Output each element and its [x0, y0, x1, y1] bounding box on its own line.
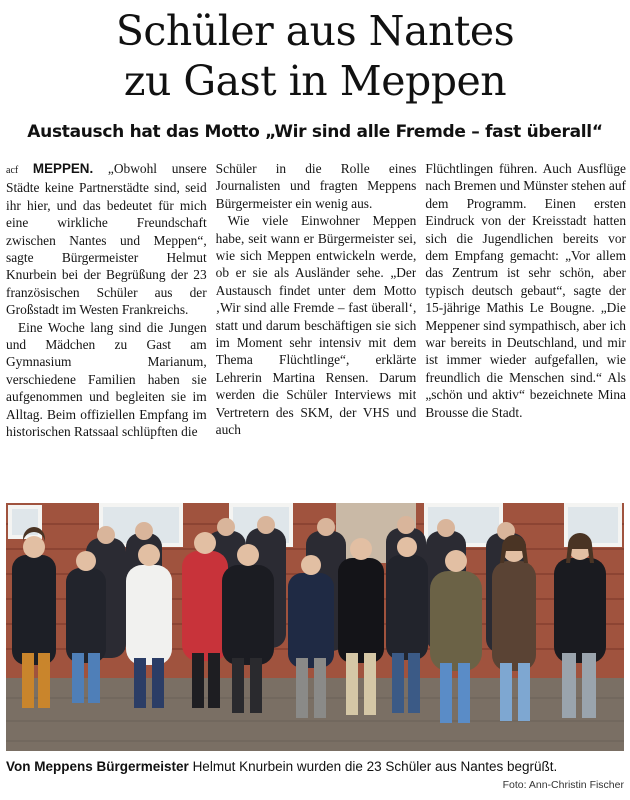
- body-paragraph: [6, 160, 207, 319]
- caption-text: Helmut Knurbein wurden die 23 Schüler aus Nantes begrüßt.: [192, 759, 558, 774]
- caption-lead: Von Meppens Bürgermeister: [6, 759, 189, 774]
- photo-caption: [6, 758, 626, 775]
- body-paragraph: Flüchtlingen führen. Auch Ausflüge nach Bremen und Münster stehen auf dem Programm. Einen ersten Eindruck von der Kreisstadt hatten sich die Jugendlichen bereits vor dem Empfang gemacht: „Vor allem das Zentrum ist sehr schön, aber typisch deutsch gebaut“, sagte der 15-jährige Mathis Le Bougne. „Die Meppener sind sympathisch, aber ich war bereits in Deutschland, und mir ist immer wieder aufgefallen, wie freundlich die Menschen sind.“ Als „schön und aktiv“ bezeichnete Mina Brousse die Stadt.: [425, 161, 627, 420]
- article-column-2: [216, 160, 417, 490]
- group-photo-illustration: [6, 503, 624, 751]
- body-paragraph: Schüler in die Rolle eines Journalisten und fragten Meppens Bürgermeister ein wenig aus.: [215, 161, 417, 211]
- headline-line-2: zu Gast in Meppen: [123, 57, 507, 105]
- article-subheadline: Austausch hat das Motto „Wir sind alle Fremde – fast überall“: [27, 122, 603, 142]
- article-column-3: [425, 160, 626, 490]
- agency-mark: acf: [6, 165, 19, 176]
- photo-credit: Foto: Ann-Christin Fischer: [502, 779, 624, 791]
- body-paragraph: Wie viele Einwohner Meppen habe, seit wann er Bürgermeister sei, wie sich Meppen entwickeln werde, ob er sie als Ausländer sehe. „Der Austausch findet unter dem Motto ‚Wir sind alle Fremde – fast überall‘, statt und darum beschäftigen sie sich im Moment sehr intensiv mit dem Thema Flüchtlinge“, erklärte Lehrerin Martina Rensen. Darum werden die Schüler Interviews mit Vertretern des SKM, der VHS und auch: [215, 213, 417, 438]
- paragraph-text: „Obwohl unsere Städte keine Partnerstädte sind, seid ihr hier, und das bedeutet für mich eine wirkliche Freundschaft zwischen Nantes und Meppen“, sagte Bürgermeister Helmut Knurbein bei der Begrüßung der 23 französischen Schüler aus der Großstadt im Westen Frankreichs.: [6, 161, 207, 318]
- body-paragraph: Eine Woche lang sind die Jungen und Mädchen zu Gast am Gymnasium Marianum, verschiedene Familien haben sie aufgenommen und begleiten sie im Alltag. Beim offiziellen Empfang im historischen Ratssaal schlüpften die: [6, 319, 207, 440]
- group-photo: [6, 503, 624, 751]
- article-body: [6, 160, 626, 490]
- headline-line-1: Schüler aus Nantes: [115, 7, 515, 55]
- article-column-1: [6, 160, 207, 490]
- article-headline: [0, 6, 630, 106]
- dateline: MEPPEN.: [32, 161, 94, 176]
